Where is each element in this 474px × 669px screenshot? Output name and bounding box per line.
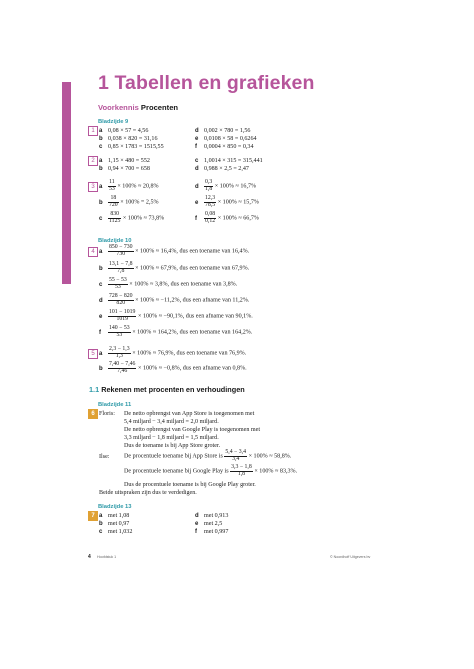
- ex4-d: $\frac{728 - 820}{820}$ × 100% ≈ −11,2%, dus een afname van 11,2%.: [109, 293, 250, 306]
- letter-b: b: [99, 366, 103, 372]
- fraction: $\frac{11}{53}$: [109, 179, 115, 192]
- fraction: $\frac{0,08}{0,12}$: [205, 211, 216, 224]
- section-subtitle: [98, 103, 178, 112]
- ex4-b: $\frac{13,1 - 7,8}{7,8}$ × 100% ≈ 67,9%, dus een toename van 67,9%.: [109, 261, 250, 274]
- ex5-b: $\frac{7,40 - 7,46}{7,46}$ × 100% ≈ −0,8%, dus een afname van 0,8%.: [109, 361, 247, 374]
- fraction: $\frac{728 - 820}{820}$: [109, 293, 133, 306]
- letter-a: a: [99, 184, 103, 190]
- letter-a: a: [99, 513, 103, 519]
- letter-e: e: [195, 136, 199, 142]
- fraction: $\frac{55 - 53}{53}$: [109, 277, 127, 290]
- ilse-label: Ilse:: [99, 454, 110, 460]
- ex2-d: 1,0014 × 315 = 315,441: [204, 158, 263, 164]
- ex7-b: met 0,97: [108, 521, 130, 527]
- ex1-b: 0,038 × 820 = 31,16: [108, 136, 158, 142]
- letter-b: b: [99, 136, 103, 142]
- ex5-a: $\frac{2,3 - 1,3}{1,3}$ × 100% ≈ 76,9%, dus een toename van 76,9%.: [109, 346, 247, 359]
- ex4-a: $\frac{850 - 730}{730}$ × 100% ≈ 16,4%, dus een toename van 16,4%.: [109, 244, 250, 257]
- letter-e: e: [99, 314, 103, 320]
- letter-c: c: [99, 282, 103, 288]
- ex3-a: $\frac{11}{53}$ × 100% ≈ 20,8%: [109, 179, 159, 192]
- ex7-e: met 2,5: [204, 521, 223, 527]
- exercise-number-1: 1: [88, 126, 98, 136]
- ex7-f: met 0,997: [204, 529, 229, 535]
- ex4-e: $\frac{101 - 1019}{1019}$ × 100% ≈ −90,1%, dus een afname van 90,1%.: [109, 309, 253, 322]
- fraction: $\frac{0,3}{1,8}$: [205, 179, 213, 192]
- letter-c: c: [99, 529, 103, 535]
- letter-d: d: [195, 513, 199, 519]
- ex2-a: 1,15 × 480 = 552: [108, 158, 150, 164]
- footer-chapter: Hoofdstuk 1: [97, 555, 117, 559]
- letter-b: b: [99, 521, 103, 527]
- letter-d: d: [195, 128, 199, 134]
- ex3-e: $\frac{12,3}{78,5}$ × 100% ≈ 15,7%: [205, 195, 259, 208]
- letter-e: e: [195, 200, 199, 206]
- letter-f: f: [195, 529, 197, 535]
- letter-f: f: [195, 216, 197, 222]
- letter-a: a: [99, 249, 103, 255]
- ex2-b: 0,94 × 700 = 658: [108, 166, 150, 172]
- fraction: $\frac{101 - 1019}{1019}$: [109, 309, 136, 322]
- section-number: 1.1: [89, 385, 100, 394]
- ex1-d: 0,002 × 780 = 1,56: [204, 128, 251, 134]
- ex2-e: 0,988 × 2,5 = 2,47: [204, 166, 249, 172]
- letter-a: a: [99, 158, 103, 164]
- conclusion: Beide uitspraken zijn dus te verdedigen.: [99, 490, 197, 496]
- ilse-line-3: Dus de procentuele toename is bij Google Play groter.: [124, 482, 256, 488]
- ex3-b: $\frac{18}{720}$ × 100% = 2,5%: [109, 195, 159, 208]
- letter-b: b: [99, 200, 103, 206]
- letter-c: c: [195, 158, 199, 164]
- footer-copyright: © Noordhoff Uitgevers bv: [330, 555, 371, 559]
- ex1-c: 0,85 × 1783 = 1515,55: [108, 144, 164, 150]
- ex7-d: met 0,913: [204, 513, 229, 519]
- fraction: $\frac{2,3 - 1,3}{1,3}$: [109, 346, 130, 359]
- ilse-line-1: De procentuele toename bij App Store is $\frac{5,4 - 3,4}{3,4}$ × 100% ≈ 58,8%.: [124, 449, 292, 462]
- letter-a: a: [99, 351, 103, 357]
- fraction: $\frac{850 - 730}{730}$: [109, 244, 133, 257]
- page-label-13: Bladzijde 13: [98, 504, 132, 510]
- fraction: $\frac{5,4 - 3,4}{3,4}$: [225, 449, 247, 462]
- fraction: $\frac{140 - 53}{53}$: [109, 325, 130, 338]
- ex3-c: $\frac{830}{1125}$ × 100% ≈ 73,8%: [109, 211, 165, 224]
- ex3-f: $\frac{0,08}{0,12}$ × 100% ≈ 66,7%: [205, 211, 259, 224]
- ex3-d: $\frac{0,3}{1,8}$ × 100% ≈ 16,7%: [205, 179, 257, 192]
- letter-d: d: [99, 298, 103, 304]
- page-label-10: Bladzijde 10: [98, 238, 132, 244]
- fraction: $\frac{7,40 - 7,46}{7,46}$: [109, 361, 136, 374]
- fraction: $\frac{13,1 - 7,8}{7,8}$: [109, 261, 133, 274]
- ex4-c: $\frac{55 - 53}{53}$ × 100% ≈ 3,8%, dus een toename van 3,8%.: [109, 277, 238, 290]
- letter-d: d: [195, 166, 199, 172]
- letter-c: c: [99, 144, 103, 150]
- ilse-line-2: De procentuele toename bij Google Play is $\frac{3,3 - 1,8}{1,8}$ × 100% ≈ 83,3%.: [124, 464, 298, 477]
- ex7-c: met 1,032: [108, 529, 133, 535]
- exercise-number-7: 7: [88, 511, 98, 521]
- letter-f: f: [99, 330, 101, 336]
- section-title-text: Rekenen met procenten en verhoudingen: [101, 385, 245, 394]
- fraction: $\frac{3,3 - 1,8}{1,8}$: [231, 464, 252, 477]
- letter-e: e: [195, 521, 199, 527]
- letter-d: d: [195, 184, 199, 190]
- exercise-number-5: 5: [88, 349, 98, 359]
- exercise-number-2: 2: [88, 156, 98, 166]
- chapter-color-bar: [62, 82, 71, 284]
- subtitle-topic: Procenten: [140, 103, 179, 112]
- letter-c: c: [99, 216, 103, 222]
- exercise-number-3: 3: [88, 182, 98, 192]
- ex1-f: 0,0004 × 850 = 0,34: [204, 144, 254, 150]
- fraction: $\frac{18}{720}$: [109, 195, 118, 208]
- floris-line-4: 3,3 miljard − 1,8 miljard = 1,5 miljard.: [124, 435, 219, 441]
- fraction: $\frac{830}{1125}$: [109, 211, 121, 224]
- floris-line-5: Dus de toename is bij App Store groter.: [124, 443, 221, 449]
- page-label-9: Bladzijde 9: [98, 119, 129, 125]
- ex1-a: 0,08 × 57 = 4,56: [108, 128, 149, 134]
- letter-b: b: [99, 166, 103, 172]
- floris-label: Floris:: [99, 411, 115, 417]
- subtitle-prefix: Voorkennis: [98, 103, 139, 112]
- floris-line-2: 5,4 miljard − 3,4 miljard = 2,0 miljard.: [124, 419, 219, 425]
- ex4-f: $\frac{140 - 53}{53}$ × 100% ≈ 164,2%, dus een toename van 164,2%.: [109, 325, 253, 338]
- letter-b: b: [99, 266, 103, 272]
- exercise-number-4: 4: [88, 247, 98, 257]
- floris-line-1: De netto opbrengst van App Store is toegenomen met: [124, 411, 255, 417]
- floris-line-3: De netto opbrengst van Google Play is toegenomen met: [124, 427, 261, 433]
- letter-f: f: [195, 144, 197, 150]
- letter-a: a: [99, 128, 103, 134]
- fraction: $\frac{12,3}{78,5}$: [205, 195, 216, 208]
- ex7-a: met 1,08: [108, 513, 130, 519]
- section-heading: [89, 385, 245, 394]
- page-label-11: Bladzijde 11: [98, 402, 132, 408]
- ex1-e: 0,0108 × 58 = 0,6264: [204, 136, 257, 142]
- chapter-title: 1 Tabellen en grafieken: [98, 72, 315, 94]
- page-number: 4: [88, 554, 91, 560]
- exercise-number-6: 6: [88, 409, 98, 419]
